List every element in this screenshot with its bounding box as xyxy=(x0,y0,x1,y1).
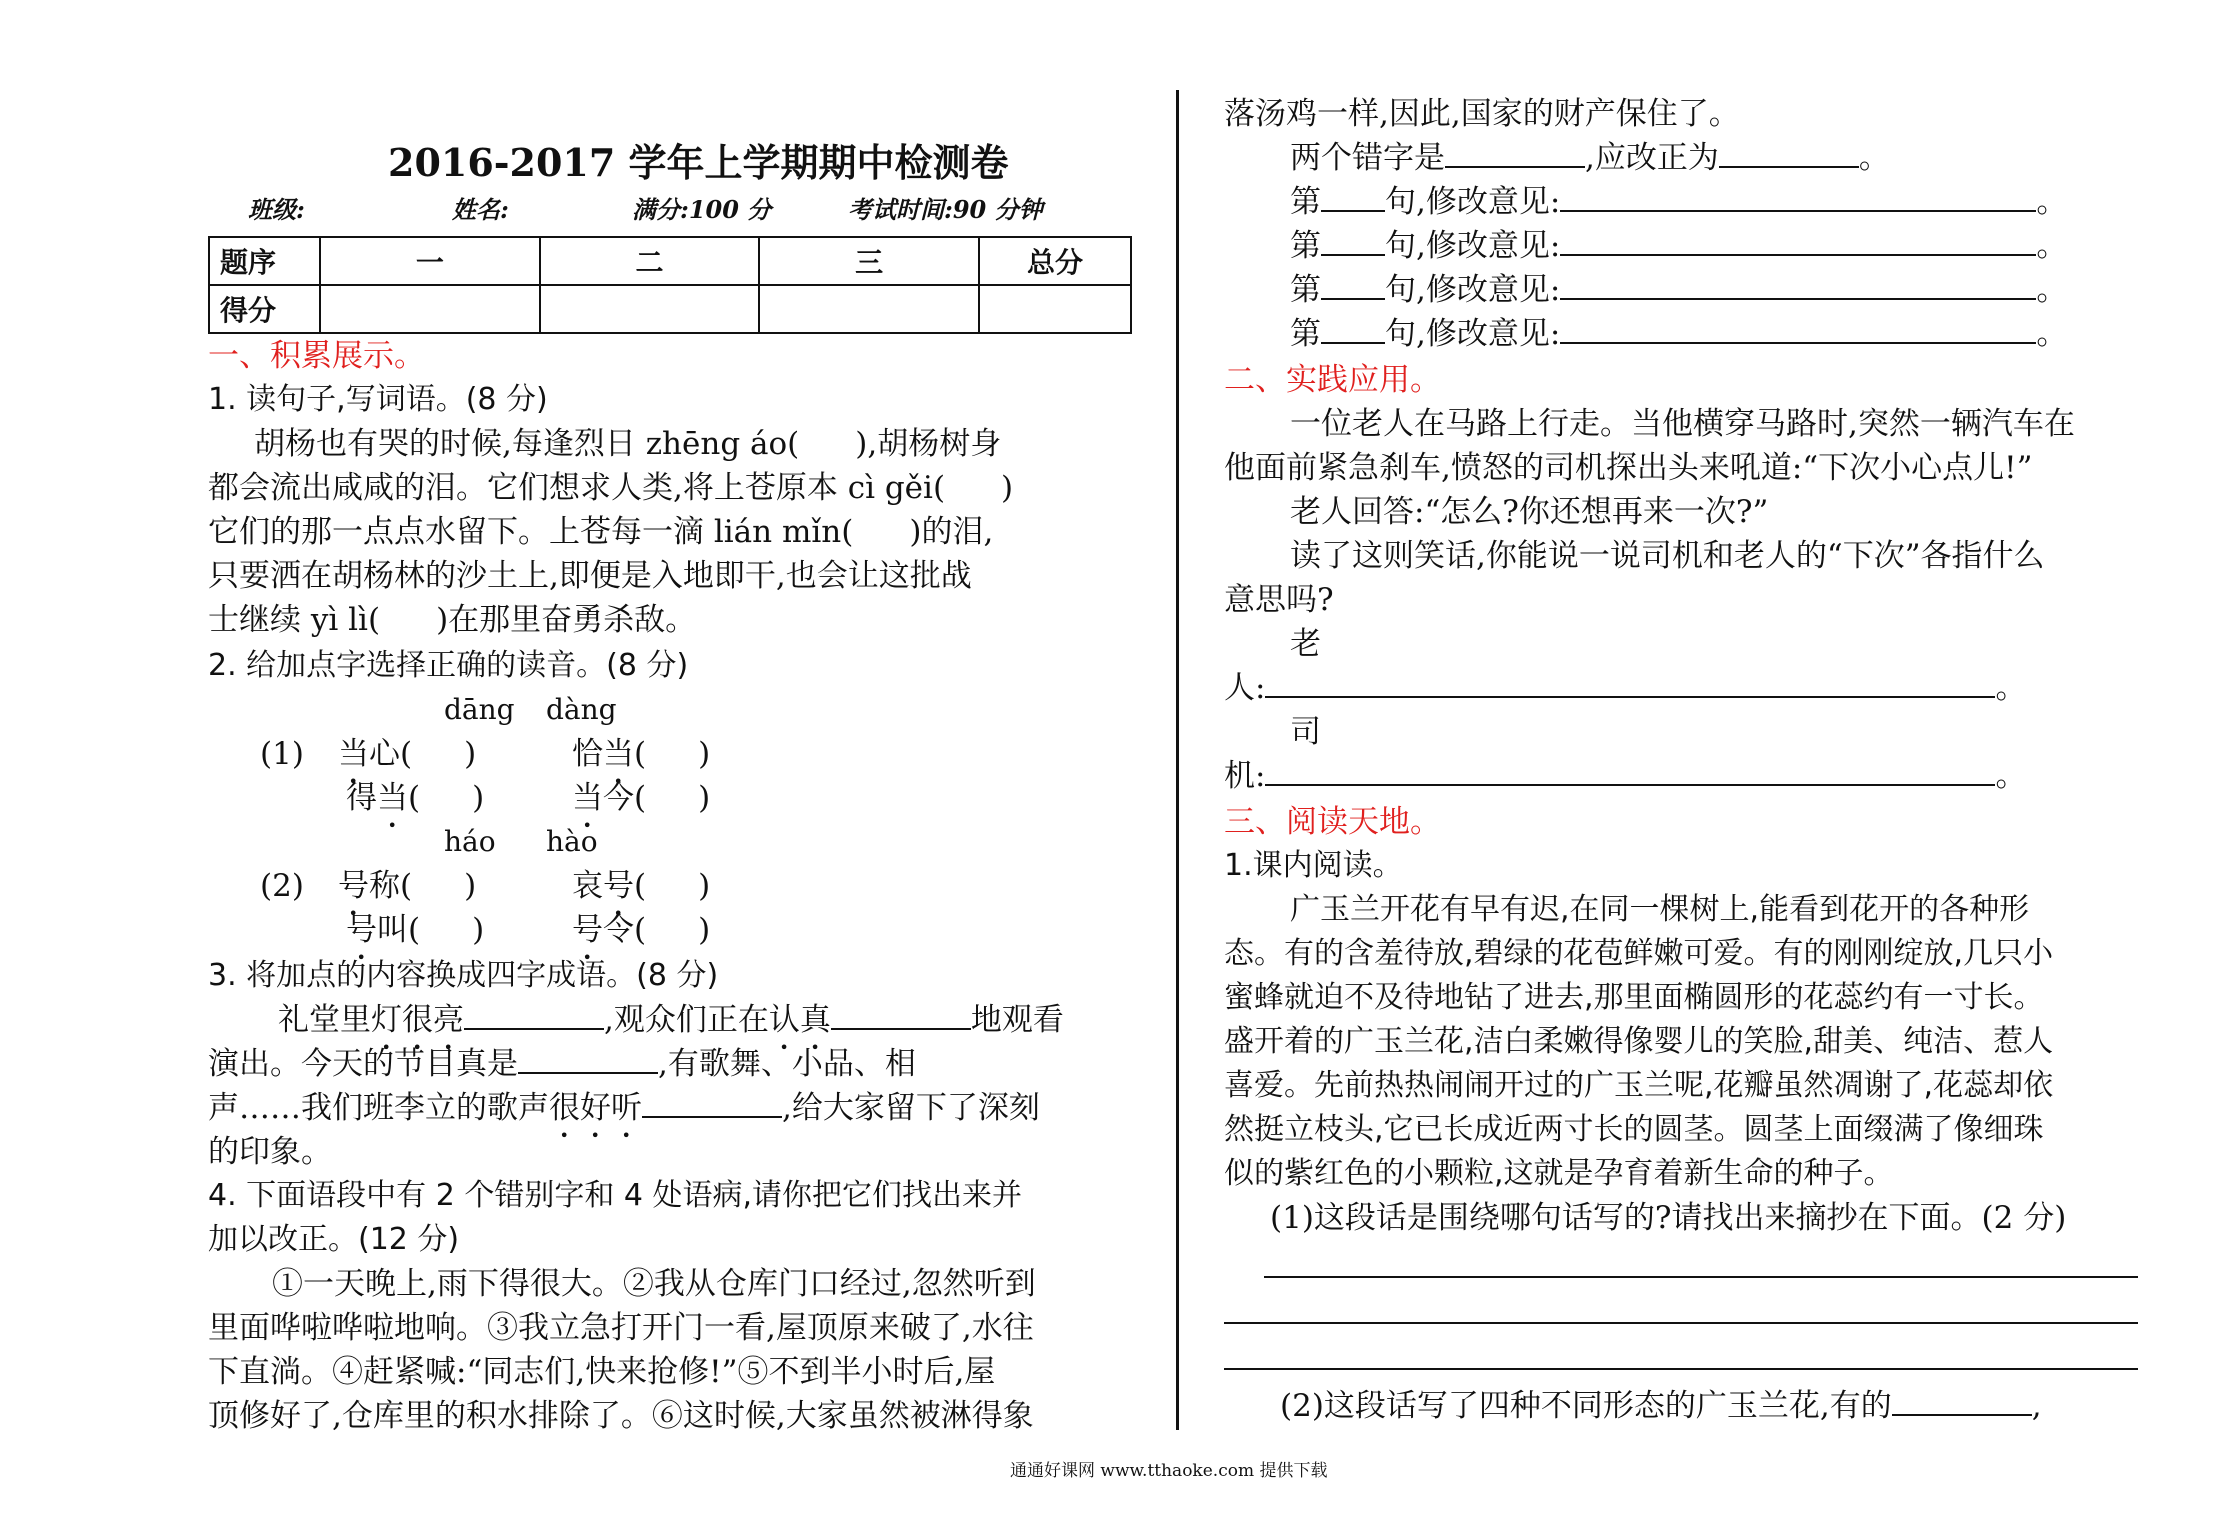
q2-number-2: (2) xyxy=(260,868,304,904)
typo-blank[interactable] xyxy=(1445,136,1585,168)
row-label-order: 题序 xyxy=(209,237,320,285)
question-4: 4. 下面语段中有 2 个错别字和 4 处语病,请你把它们找出来并 xyxy=(208,1178,1023,1213)
driver-blank[interactable] xyxy=(1265,754,1995,786)
fix-blank[interactable] xyxy=(1719,136,1859,168)
reading-text-1: 广玉兰开花有早有迟,在同一棵树上,能看到花开的各种形 xyxy=(1290,892,2030,927)
q1-line-3: 它们的那一点点水留下。上苍每一滴 lián mǐn( )的泪, xyxy=(208,514,994,550)
joke-line-3: 老人回答:“怎么?你还想再来一次?” xyxy=(1290,494,1769,530)
q2-word: 号令( ) xyxy=(572,912,711,948)
class-label: 班级: xyxy=(248,195,305,224)
reading-question-1: 1.课内阅读。 xyxy=(1224,848,1403,883)
answer-line[interactable] xyxy=(1224,1368,2138,1370)
col-header-total: 总分 xyxy=(979,237,1131,285)
reading-text-5: 喜爱。先前热热闹闹开过的广玉兰呢,花瓣虽然凋谢了,花蕊却依 xyxy=(1224,1068,2054,1103)
q3-line-1: 礼堂里灯很亮 ,观众们正在认真 地观看 xyxy=(278,998,1064,1057)
q2-word: 恰当( ) xyxy=(572,736,711,772)
score-cell-total[interactable] xyxy=(979,285,1131,333)
reading-text-7: 似的紫红色的小颗粒,这就是孕育着新生命的种子。 xyxy=(1224,1156,1894,1191)
sentence-number-blank[interactable] xyxy=(1321,180,1385,212)
score-table xyxy=(208,236,1132,334)
q2-word: 当心( ) xyxy=(338,736,477,772)
reading-text-4: 盛开着的广玉兰花,洁白柔嫩得像婴儿的笑脸,甜美、纯洁、惹人 xyxy=(1224,1024,2054,1059)
left-column xyxy=(208,0,1132,1536)
joke-line-1: 一位老人在马路上行走。当他横穿马路时,突然一辆汽车在 xyxy=(1290,406,2075,442)
q3-line-4: 的印象。 xyxy=(208,1134,332,1170)
col-header-3: 三 xyxy=(759,237,979,285)
revision-line: 第 句,修改意见: 。 xyxy=(1290,268,2067,312)
col-header-1: 一 xyxy=(320,237,540,285)
section-3-heading: 三、阅读天地。 xyxy=(1224,804,1441,840)
q4-para-2: 里面哗啦哗啦地响。③我立急打开门一看,屋顶原来破了,水往 xyxy=(208,1310,1034,1346)
reading-subquestion-1: (1)这段话是围绕哪句话写的?请找出来摘抄在下面。(2 分) xyxy=(1270,1200,2067,1236)
section-1-heading: 一、积累展示。 xyxy=(208,338,425,374)
typo-answer-line: 两个错字是 ,应改正为 。 xyxy=(1290,136,1890,180)
exam-time: 考试时间:90 分钟 xyxy=(848,195,1043,224)
q2-number-1: (1) xyxy=(260,736,304,772)
q2-pinyin-hao-4: hào xyxy=(546,825,598,858)
right-column xyxy=(1224,0,2154,1536)
table-row xyxy=(209,237,1131,285)
q3-blank[interactable] xyxy=(464,998,604,1030)
q2-pinyin-dang: dāng xyxy=(444,693,515,726)
answer-line[interactable] xyxy=(1224,1322,2138,1324)
q2-pinyin-hao: háo xyxy=(444,825,496,858)
old-man-label-1: 老 xyxy=(1290,626,1321,662)
sentence-number-blank[interactable] xyxy=(1321,224,1385,256)
joke-line-5: 意思吗? xyxy=(1224,582,1334,618)
joke-line-4: 读了这则笑话,你能说一说司机和老人的“下次”各指什么 xyxy=(1290,538,2045,574)
column-divider xyxy=(1176,90,1179,1430)
q2-pinyin-dang-4: dàng xyxy=(546,693,617,726)
q3-blank[interactable] xyxy=(831,998,971,1030)
right-line-1: 落汤鸡一样,因此,国家的财产保住了。 xyxy=(1224,96,1740,132)
question-2: 2. 给加点字选择正确的读音。(8 分) xyxy=(208,648,689,683)
driver-answer-line: 机: 。 xyxy=(1224,754,2026,798)
sentence-number-blank[interactable] xyxy=(1321,268,1385,300)
driver-label-1: 司 xyxy=(1290,714,1321,750)
full-score: 满分:100 分 xyxy=(632,195,772,224)
q2-word: 号叫( ) xyxy=(346,912,485,948)
form-blank[interactable] xyxy=(1892,1384,2032,1416)
revision-blank[interactable] xyxy=(1560,180,2036,212)
joke-line-2: 他面前紧急刹车,愤怒的司机探出头来吼道:“下次小心点儿!” xyxy=(1224,450,2033,486)
revision-line: 第 句,修改意见: 。 xyxy=(1290,180,2067,224)
score-cell-3[interactable] xyxy=(759,285,979,333)
footer-credit: 通通好课网 www.tthaoke.com 提供下载 xyxy=(1010,1461,1328,1481)
q1-line-4: 只要洒在胡杨林的沙土上,即便是入地即干,也会让这批战 xyxy=(208,558,972,594)
reading-subquestion-2: (2)这段话写了四种不同形态的广玉兰花,有的 , xyxy=(1280,1384,2042,1428)
q4-para-1: ①一天晚上,雨下得很大。②我从仓库门口经过,忽然听到 xyxy=(272,1266,1036,1302)
score-cell-1[interactable] xyxy=(320,285,540,333)
revision-blank[interactable] xyxy=(1560,224,2036,256)
q2-word: 当今( ) xyxy=(572,780,711,816)
q4-para-3: 下直淌。④赶紧喊:“同志们,快来抢修!”⑤不到半小时后,屋 xyxy=(208,1354,996,1390)
score-cell-2[interactable] xyxy=(540,285,760,333)
q2-word: 号称( ) xyxy=(338,868,477,904)
q2-word: 哀号( ) xyxy=(572,868,711,904)
section-2-heading: 二、实践应用。 xyxy=(1224,362,1441,398)
old-man-answer-line: 人: 。 xyxy=(1224,666,2026,710)
reading-text-2: 态。有的含羞待放,碧绿的花苞鲜嫩可爱。有的刚刚绽放,几只小 xyxy=(1224,936,2054,971)
q4-para-4: 顶修好了,仓库里的积水排除了。⑥这时候,大家虽然被淋得象 xyxy=(208,1398,1034,1434)
question-3: 3. 将加点的内容换成四字成语。(8 分) xyxy=(208,958,719,993)
question-1: 1. 读句子,写词语。(8 分) xyxy=(208,382,548,417)
q1-line-2: 都会流出咸咸的泪。它们想求人类,将上苍原本 cì gěi( ) xyxy=(208,470,1014,506)
q3-blank[interactable] xyxy=(518,1042,658,1074)
q1-line-5: 士继续 yì lì( )在那里奋勇杀敌。 xyxy=(208,602,697,638)
q3-line-2: 演出。今天的节目真是 ,有歌舞、小品、相 xyxy=(208,1042,916,1086)
old-man-blank[interactable] xyxy=(1265,666,1995,698)
sentence-number-blank[interactable] xyxy=(1321,312,1385,344)
revision-line: 第 句,修改意见: 。 xyxy=(1290,312,2067,356)
question-4-cont: 加以改正。(12 分) xyxy=(208,1222,460,1257)
q2-word: 得当( ) xyxy=(346,780,485,816)
row-label-score: 得分 xyxy=(209,285,320,333)
reading-text-6: 然挺立枝头,它已长成近两寸长的圆茎。圆茎上面缀满了像细珠 xyxy=(1224,1112,2044,1147)
table-row xyxy=(209,285,1131,333)
reading-text-3: 蜜蜂就迫不及待地钻了进去,那里面椭圆形的花蕊约有一寸长。 xyxy=(1224,980,2044,1015)
exam-title: 2016-2017 学年上学期期中检测卷 xyxy=(388,140,1009,185)
col-header-2: 二 xyxy=(540,237,760,285)
revision-blank[interactable] xyxy=(1560,312,2036,344)
q3-line-3: 声……我们班李立的歌声很好听 ,给大家留下了深刻 xyxy=(208,1086,1040,1145)
revision-line: 第 句,修改意见: 。 xyxy=(1290,224,2067,268)
answer-line[interactable] xyxy=(1264,1276,2138,1278)
q3-blank[interactable] xyxy=(642,1086,782,1118)
name-label: 姓名: xyxy=(452,195,509,224)
revision-blank[interactable] xyxy=(1560,268,2036,300)
q1-line-1: 胡杨也有哭的时候,每逢烈日 zhēng áo( ),胡杨树身 xyxy=(254,426,1002,462)
